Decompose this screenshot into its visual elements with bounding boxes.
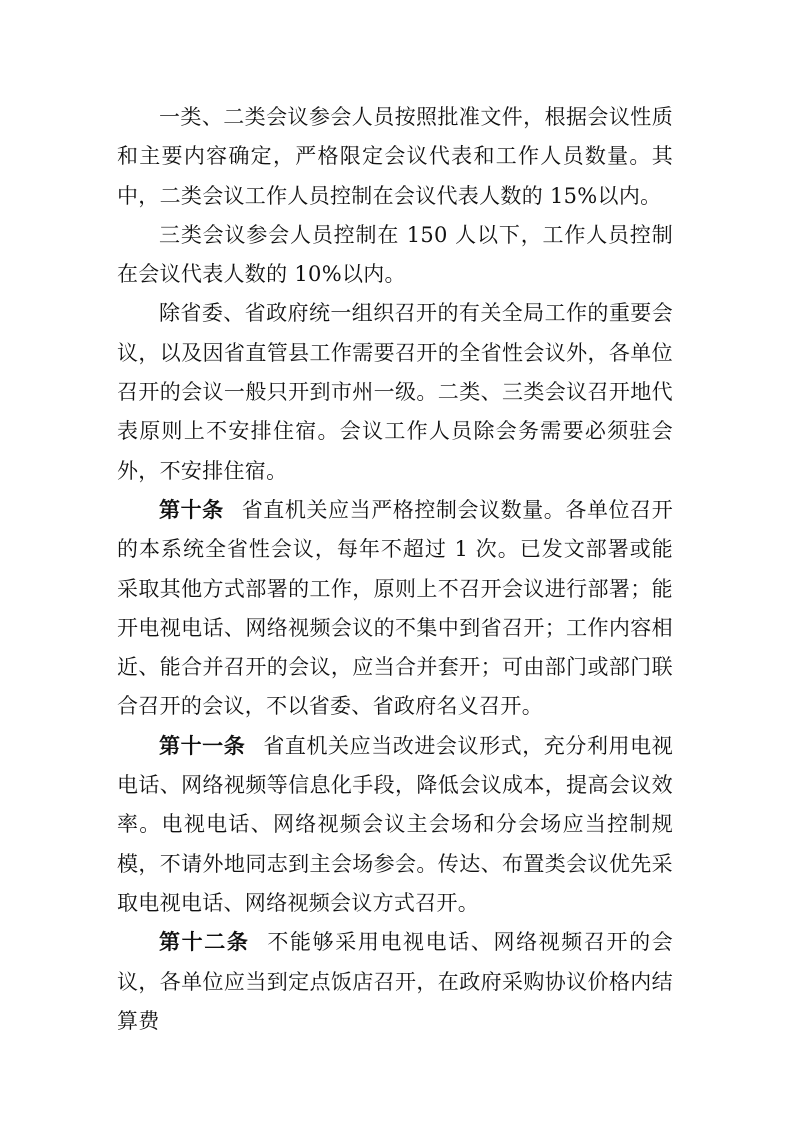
article-10-number: 第十条 [159,497,224,522]
article-11-text: 省直机关应当改进会议形式，充分利用电视电话、网络视频等信息化手段，降低会议成本，提高会议效率。电视电话、网络视频会议主会场和分会场应当控制规模，不请外地同志到主会场参会。传达、布置类会议优先采取电视电话、网络视频会议方式召开。 [117,733,673,915]
article-11 [117,727,673,923]
paragraph-2-text: 三类会议参会人员控制在 150 人以下，工作人员控制在会议代表人数的 10%以内。 [117,222,673,287]
article-12-number: 第十二条 [159,930,250,955]
article-10 [117,491,673,727]
paragraph-1 [117,98,673,216]
article-11-number: 第十一条 [159,733,246,758]
paragraph-3 [117,294,673,490]
article-12 [117,923,673,1041]
paragraph-2 [117,216,673,295]
document-page [117,98,673,1041]
article-10-text: 省直机关应当严格控制会议数量。各单位召开的本系统全省性会议，每年不超过 1 次。已发文部署或能采取其他方式部署的工作，原则上不召开会议进行部署；能开电视电话、网络视频会议的不集中到省召开；工作内容相近、能合并召开的会议，应当合并套开；可由部门或部门联合召开的会议，不以省委、省政府名义召开。 [117,497,673,719]
paragraph-3-text: 除省委、省政府统一组织召开的有关全局工作的重要会议，以及因省直管县工作需要召开的全省性会议外，各单位召开的会议一般只开到市州一级。二类、三类会议召开地代表原则上不安排住宿。会议工作人员除会务需要必须驻会外，不安排住宿。 [117,301,673,483]
article-12-text: 不能够采用电视电话、网络视频召开的会议，各单位应当到定点饭店召开，在政府采购协议价格内结算费 [117,930,673,1033]
paragraph-1-text: 一类、二类会议参会人员按照批准文件，根据会议性质和主要内容确定，严格限定会议代表和工作人员数量。其中，二类会议工作人员控制在会议代表人数的 15%以内。 [117,105,673,208]
